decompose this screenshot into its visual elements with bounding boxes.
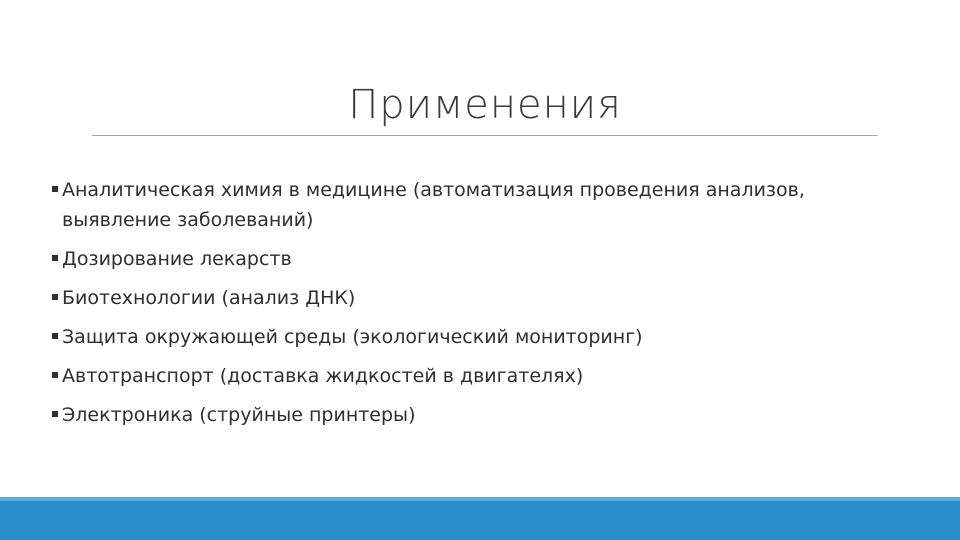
bullet-item [52,244,892,274]
bullet-text: Биотехнологии (анализ ДНК) [62,287,356,309]
bullet-item [52,400,892,430]
bullet-item [52,175,892,235]
bullet-item [52,283,892,313]
bullet-text: Аналитическая химия в медицине (автоматизация проведения анализов, выявление заболеваний) [62,179,805,231]
square-bullet-icon [52,372,58,378]
footer-accent-band [0,497,960,540]
square-bullet-icon [52,411,58,417]
square-bullet-icon [52,333,58,339]
square-bullet-icon [52,255,58,261]
title-underline [92,135,878,136]
bullet-text: Электроника (струйные принтеры) [62,404,416,426]
square-bullet-icon [52,294,58,300]
bullet-list [52,175,892,430]
bullet-item [52,361,892,391]
footer-accent-highlight [0,497,960,501]
bullet-text: Дозирование лекарств [62,248,292,270]
slide-title: Применения [348,82,622,128]
bullet-text: Автотранспорт (доставка жидкостей в двигателях) [62,365,584,387]
bullet-item [52,322,892,352]
bullet-text: Защита окружающей среды (экологический мониторинг) [62,326,643,348]
square-bullet-icon [52,186,58,192]
